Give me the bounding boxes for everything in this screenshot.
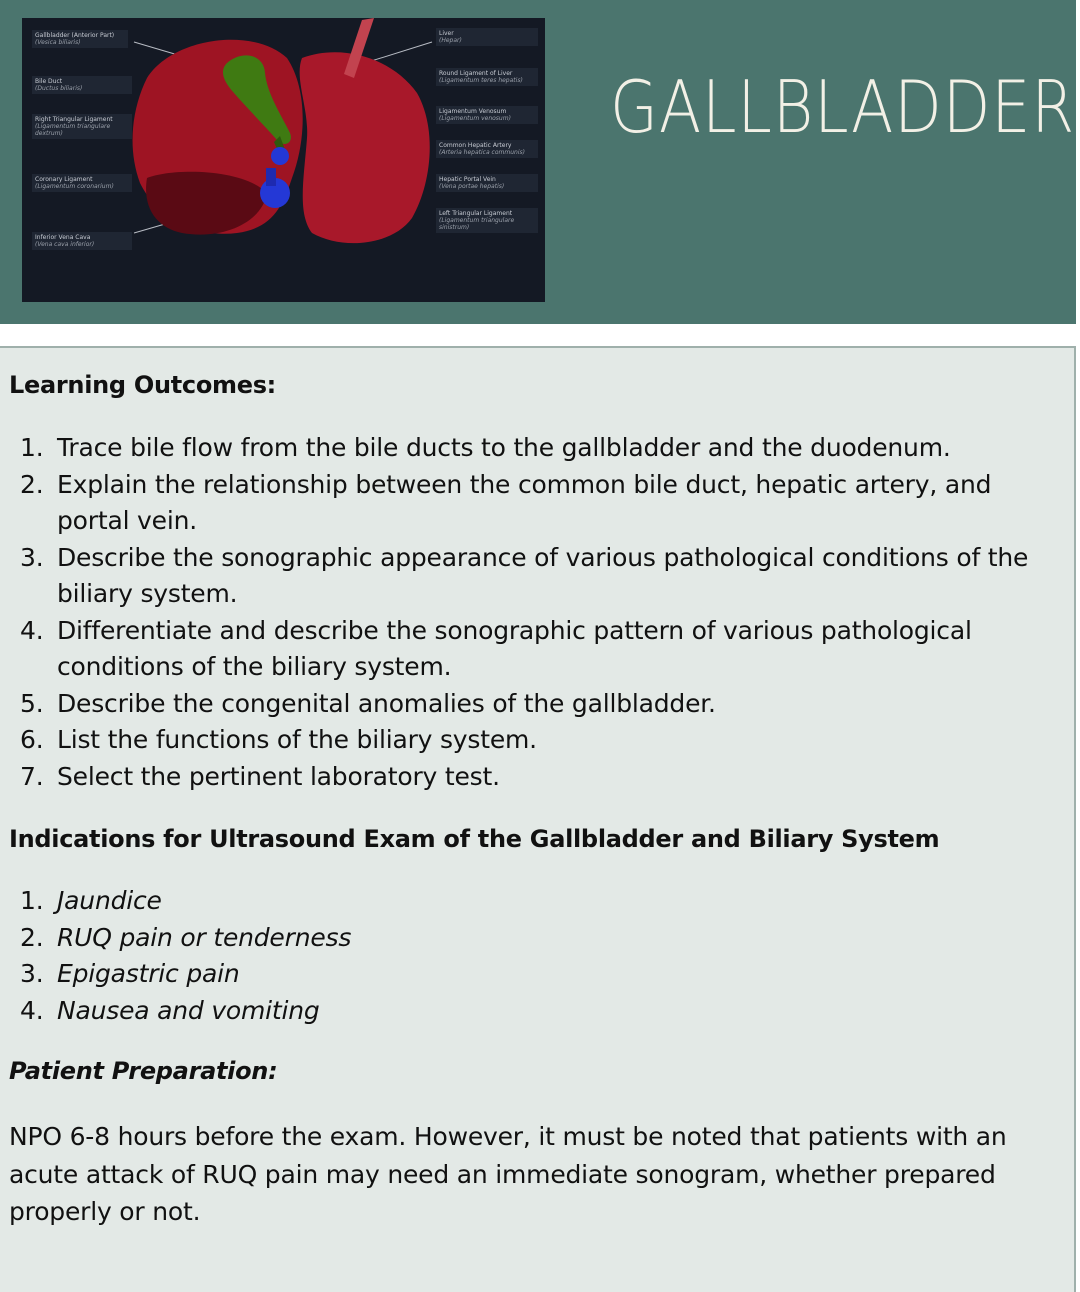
- list-item: [0, 467, 1060, 540]
- list-number: 3.: [20, 542, 44, 572]
- list-number: 7.: [20, 761, 44, 791]
- figure-label-latin: (Ligamentum triangulare dextrum): [35, 123, 111, 137]
- figure-label-left-triangular-ligament: [436, 208, 538, 233]
- list-number: 3.: [20, 959, 44, 988]
- figure-label-text: Left Triangular Ligament: [439, 210, 513, 217]
- figure-label-latin: (Ligamentum triangulare sinistrum): [439, 217, 515, 231]
- list-text: Jaundice: [57, 886, 162, 915]
- figure-label-text: Ligamentum Venosum: [439, 108, 507, 115]
- figure-label-text: Bile Duct: [35, 78, 63, 85]
- list-number: 2.: [20, 922, 44, 952]
- figure-label-text: Coronary Ligament: [35, 176, 93, 183]
- list-text: Describe the congenital anomalies of the gallbladder.: [57, 688, 716, 718]
- indications-list: [0, 883, 1060, 1029]
- figure-label-bile-duct: [32, 76, 132, 94]
- list-text: Trace bile flow from the bile ducts to the gallbladder and the duodenum.: [57, 433, 951, 462]
- figure-label-latin: (Arteria hepatica communis): [439, 149, 525, 156]
- list-text: Explain the relationship between the common bile duct, hepatic artery, and portal vein.: [57, 469, 992, 535]
- list-item: [0, 993, 1060, 1030]
- list-item: [0, 722, 1060, 759]
- liver-anatomy-illustration: [22, 18, 545, 302]
- list-item: [0, 920, 1060, 957]
- figure-label-text: Inferior Vena Cava: [35, 234, 91, 241]
- indications-heading: Indications for Ultrasound Exam of the Gallbladder and Biliary System: [9, 825, 940, 853]
- figure-label-coronary-ligament: [32, 174, 132, 192]
- list-item: [0, 686, 1060, 723]
- list-text: Epigastric pain: [57, 959, 240, 988]
- figure-label-text: Liver: [439, 30, 454, 37]
- figure-label-text: Gallbladder (Anterior Part): [35, 32, 115, 39]
- figure-label-latin: (Ligamentum venosum): [439, 115, 511, 122]
- figure-label-round-ligament: [436, 68, 538, 86]
- list-text: Nausea and vomiting: [57, 995, 320, 1025]
- list-text: Differentiate and describe the sonographic pattern of various pathological conditions of the biliary system.: [57, 615, 972, 681]
- list-text: List the functions of the biliary system.: [57, 725, 537, 754]
- figure-label-inferior-vena-cava: [32, 232, 132, 250]
- figure-label-latin: (Vesica biliaris): [35, 39, 81, 46]
- list-number: 4.: [20, 615, 44, 645]
- figure-label-hepatic-portal-vein: [436, 174, 538, 192]
- header-banner: [0, 0, 1076, 324]
- list-number: 5.: [20, 688, 44, 718]
- list-item: [0, 613, 1060, 686]
- learning-outcomes-heading: Learning Outcomes:: [9, 371, 276, 399]
- list-text: Describe the sonographic appearance of various pathological conditions of the biliary system.: [57, 542, 1029, 608]
- figure-label-text: Right Triangular Ligament: [35, 116, 113, 123]
- learning-outcomes-list: [0, 430, 1060, 795]
- list-item: [0, 956, 1060, 993]
- list-text: Select the pertinent laboratory test.: [57, 761, 500, 791]
- figure-label-latin: (Hepar): [439, 37, 462, 44]
- figure-label-common-hepatic-artery: [436, 140, 538, 158]
- list-number: 4.: [20, 995, 44, 1025]
- figure-label-liver: [436, 28, 538, 46]
- list-number: 1.: [20, 433, 44, 462]
- list-number: 6.: [20, 725, 44, 754]
- figure-label-text: Round Ligament of Liver: [439, 70, 513, 77]
- figure-label-latin: (Ligamentum coronarium): [35, 183, 114, 190]
- figure-label-latin: (Vena cava inferior): [35, 241, 95, 248]
- list-item: [0, 540, 1060, 613]
- list-item: [0, 883, 1060, 920]
- liver-anatomy-graphic: [22, 18, 545, 302]
- figure-label-latin: (Ligamentum teres hepatis): [439, 77, 523, 84]
- patient-preparation-heading: Patient Preparation:: [9, 1057, 278, 1085]
- list-item: [0, 759, 1060, 796]
- figure-label-latin: (Ductus biliaris): [35, 85, 83, 92]
- list-item: [0, 430, 1060, 467]
- page-title: GALLBLADDER: [610, 65, 1076, 149]
- list-text: RUQ pain or tenderness: [57, 922, 352, 952]
- figure-label-text: Hepatic Portal Vein: [439, 176, 496, 183]
- list-number: 1.: [20, 886, 44, 915]
- figure-label-latin: (Vena portae hepatis): [439, 183, 505, 190]
- figure-label-right-triangular-ligament: [32, 114, 132, 139]
- figure-label-gallbladder: [32, 30, 128, 48]
- figure-label-ligamentum-venosum: [436, 106, 538, 124]
- figure-label-text: Common Hepatic Artery: [439, 142, 512, 149]
- patient-preparation-text: NPO 6-8 hours before the exam. However, it must be noted that patients with an acute attack of RUQ pain may need an immediate sonogram, whether prepared properly or not.: [9, 1122, 1007, 1226]
- list-number: 2.: [20, 469, 44, 499]
